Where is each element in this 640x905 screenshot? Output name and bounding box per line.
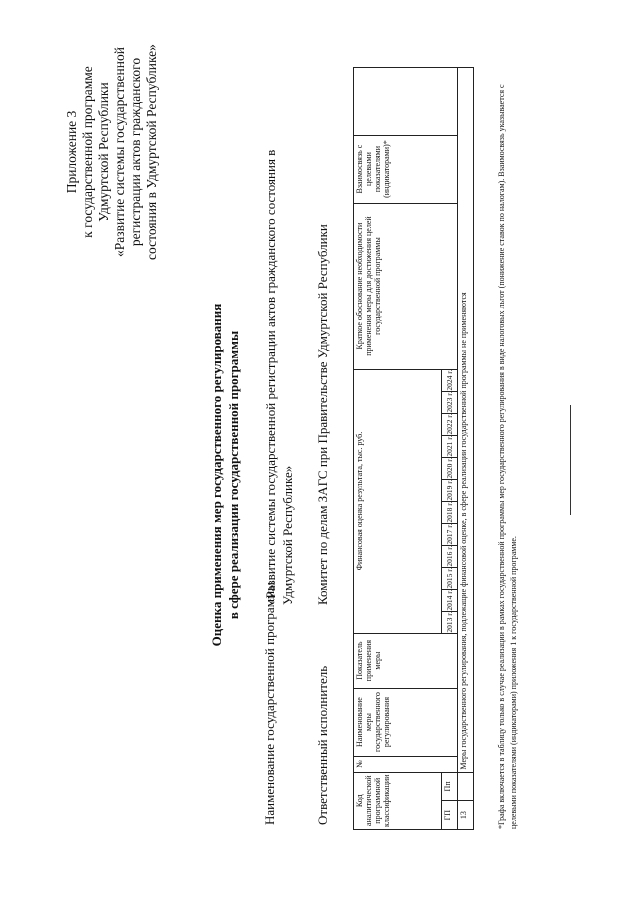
separator-line bbox=[570, 405, 571, 515]
header-measure-name: Наименование меры государственного регулирования bbox=[354, 688, 458, 756]
appendix-line-5: регистрации актов гражданского bbox=[128, 57, 143, 247]
header-code: Код аналитической программной классификации bbox=[354, 772, 442, 829]
year-cell: 2015 г. bbox=[442, 567, 458, 589]
header-number: № bbox=[354, 756, 458, 772]
footnote: *Графа включается в таблицу только в случае реализации в рамках государственной программы мер государственного регулирования в виде налоговых льгот (понижение ставок по налогам). Взаимосвязь указывается с целевыми показателями (индикаторами) приложения 1 к государственной программе. bbox=[497, 84, 518, 829]
appendix-line-4: «Развитие системы государственной bbox=[112, 47, 127, 257]
title-line-2: в сфере реализации государственной программы bbox=[226, 330, 241, 620]
year-cell: 2021 г. bbox=[442, 435, 458, 457]
document-title bbox=[208, 195, 242, 755]
header-relation: Взаимосвязь с целевыми показателями (индикаторами)* bbox=[354, 135, 458, 203]
row-pp-code bbox=[458, 772, 474, 801]
row-text: Меры государственного регулирования, подлежащие финансовой оценке, в сфере реализации государственной программы не применяются bbox=[458, 67, 474, 772]
program-name-value: «Развитие системы государственной регистрации актов гражданского состояния в Удмуртской Республике» bbox=[263, 149, 295, 605]
appendix-line-3: Удмуртской Республики bbox=[96, 82, 111, 222]
executor-value: Комитет по делам ЗАГС при Правительстве Удмуртской Республики bbox=[315, 224, 330, 605]
title-line-1: Оценка применения мер государственного регулирования bbox=[209, 303, 224, 647]
program-name-label: Наименование государственной программы bbox=[262, 582, 277, 825]
appendix-line-2: к государственной программе bbox=[80, 66, 95, 238]
year-cell: 2020 г. bbox=[442, 457, 458, 479]
header-gp: ГП bbox=[442, 801, 458, 830]
appendix-header bbox=[64, 27, 160, 277]
year-cell: 2024 г. bbox=[442, 369, 458, 391]
header-empty bbox=[354, 67, 458, 135]
year-cell: 2014 г. bbox=[442, 589, 458, 611]
appendix-line-1: Приложение 3 bbox=[64, 110, 79, 194]
year-cell: 2013 г. bbox=[442, 611, 458, 633]
year-cell: 2022 г. bbox=[442, 413, 458, 435]
header-pp: Пп bbox=[442, 772, 458, 801]
measures-table bbox=[353, 67, 474, 830]
year-cell: 2019 г. bbox=[442, 479, 458, 501]
year-cell: 2016 г. bbox=[442, 545, 458, 567]
row-gp-code: 13 bbox=[458, 801, 474, 830]
table-row bbox=[458, 67, 474, 829]
header-justification: Краткое обоснование необходимости применения меры для достижения целей государственной программы bbox=[354, 203, 458, 369]
header-finance: Финансовая оценка результата, тыс. руб. bbox=[354, 369, 442, 633]
year-cell: 2018 г. bbox=[442, 501, 458, 523]
header-indicator: Показатель применения меры bbox=[354, 633, 458, 688]
executor-label: Ответственный исполнитель bbox=[315, 665, 330, 825]
year-cell: 2017 г. bbox=[442, 523, 458, 545]
appendix-line-6: состояния в Удмуртской Республике» bbox=[144, 44, 159, 260]
table-header-row bbox=[354, 67, 442, 829]
year-cell: 2023 г. bbox=[442, 391, 458, 413]
